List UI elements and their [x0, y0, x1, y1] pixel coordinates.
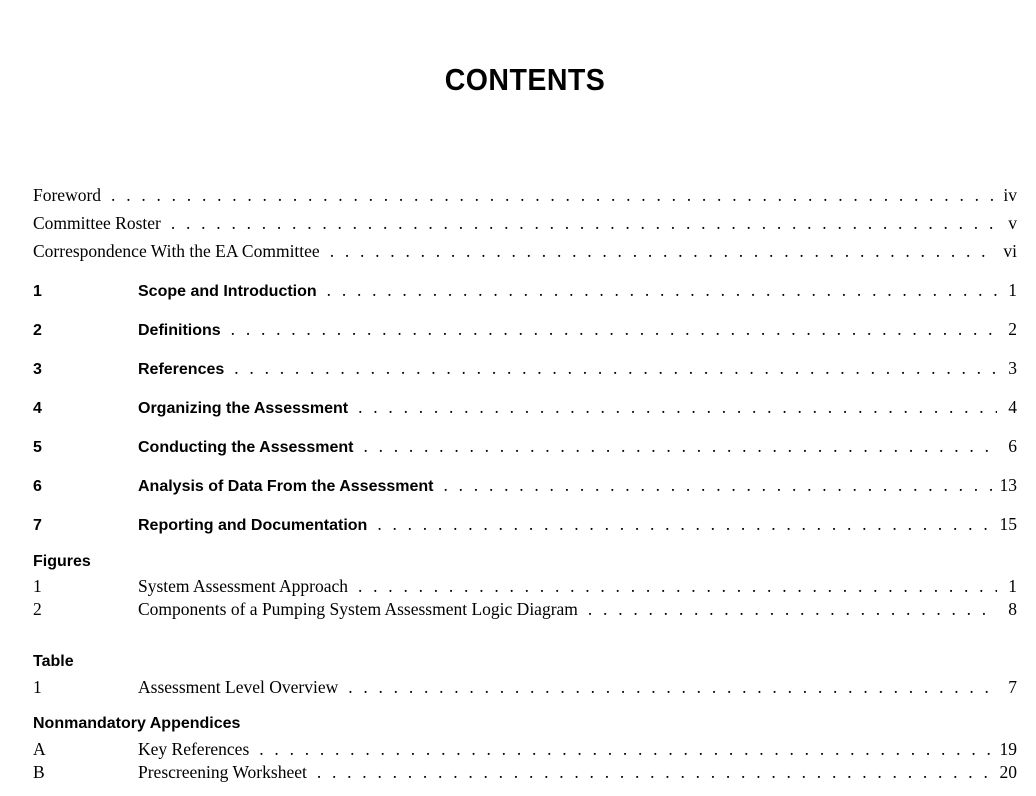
figure-number: 2	[33, 599, 42, 619]
section-number: 5	[33, 439, 42, 456]
toc-entry-correspondence[interactable]	[33, 240, 1017, 262]
section-page: 13	[999, 475, 1017, 495]
page-title: CONTENTS	[444, 62, 606, 97]
appendix-page: 20	[999, 762, 1017, 782]
dot-leader	[373, 513, 991, 535]
toc-section-1[interactable]	[33, 279, 1017, 303]
section-label: References	[138, 361, 225, 378]
toc-entry-label: Correspondence With the EA Committee	[33, 241, 320, 261]
figure-label: Components of a Pumping System Assessment Logic Diagram	[138, 599, 578, 619]
section-page: 15	[999, 514, 1017, 534]
dot-leader	[230, 357, 997, 379]
appendix-label: Key References	[138, 739, 250, 759]
section-number: 6	[33, 478, 42, 495]
dot-leader	[227, 318, 997, 340]
section-page: 6	[1008, 436, 1017, 456]
appendix-page: 19	[999, 739, 1017, 759]
section-number: 3	[33, 361, 42, 378]
dot-leader	[440, 474, 992, 496]
toc-appendix-b[interactable]	[33, 761, 1017, 783]
figure-page: 1	[1008, 576, 1017, 596]
section-number: 1	[33, 283, 42, 300]
toc-section-7[interactable]	[33, 513, 1017, 537]
section-number: 2	[33, 322, 42, 339]
dot-leader	[323, 279, 997, 301]
toc-entry-page: v	[1008, 213, 1017, 233]
toc-entry-committee-roster[interactable]	[33, 212, 1017, 234]
section-page: 2	[1008, 319, 1017, 339]
toc-entry-foreword[interactable]	[33, 184, 1017, 206]
toc-entry-page: iv	[1003, 185, 1017, 205]
appendix-letter: B	[33, 762, 45, 782]
appendices-heading: Nonmandatory Appendices	[33, 715, 241, 732]
section-label: Definitions	[138, 322, 221, 339]
toc-appendix-a[interactable]	[33, 738, 1017, 760]
tables-heading: Table	[33, 653, 74, 670]
section-page: 1	[1008, 280, 1017, 300]
table-label: Assessment Level Overview	[138, 677, 339, 697]
figure-number: 1	[33, 576, 42, 596]
toc-entry-page: vi	[1003, 241, 1017, 261]
toc-section-5[interactable]	[33, 435, 1017, 459]
dot-leader	[359, 435, 997, 457]
dot-leader	[326, 240, 996, 262]
dot-leader	[584, 598, 997, 620]
section-label: Conducting the Assessment	[138, 439, 354, 456]
dot-leader	[344, 676, 997, 698]
dot-leader	[313, 761, 992, 783]
toc-figure-2[interactable]	[33, 598, 1017, 620]
toc-entry-label: Committee Roster	[33, 213, 161, 233]
appendix-letter: A	[33, 739, 46, 759]
figures-heading: Figures	[33, 553, 91, 570]
dot-leader	[354, 396, 997, 418]
table-page: 7	[1008, 677, 1017, 697]
dot-leader	[107, 184, 995, 206]
section-number: 4	[33, 400, 42, 417]
dot-leader	[354, 575, 997, 597]
toc-section-2[interactable]	[33, 318, 1017, 342]
figure-label: System Assessment Approach	[138, 576, 348, 596]
toc-table-1[interactable]	[33, 676, 1017, 698]
table-number: 1	[33, 677, 42, 697]
toc-entry-label: Foreword	[33, 185, 102, 205]
figure-page: 8	[1008, 599, 1017, 619]
section-label: Organizing the Assessment	[138, 400, 349, 417]
section-label: Scope and Introduction	[138, 283, 317, 300]
appendix-label: Prescreening Worksheet	[138, 762, 307, 782]
toc-section-6[interactable]	[33, 474, 1017, 498]
section-page: 3	[1008, 358, 1017, 378]
section-label: Analysis of Data From the Assessment	[138, 478, 434, 495]
section-number: 7	[33, 517, 42, 534]
toc-section-3[interactable]	[33, 357, 1017, 381]
section-label: Reporting and Documentation	[138, 517, 368, 534]
toc-figure-1[interactable]	[33, 575, 1017, 597]
dot-leader	[167, 212, 997, 234]
toc-section-4[interactable]	[33, 396, 1017, 420]
dot-leader	[255, 738, 991, 760]
section-page: 4	[1008, 397, 1017, 417]
